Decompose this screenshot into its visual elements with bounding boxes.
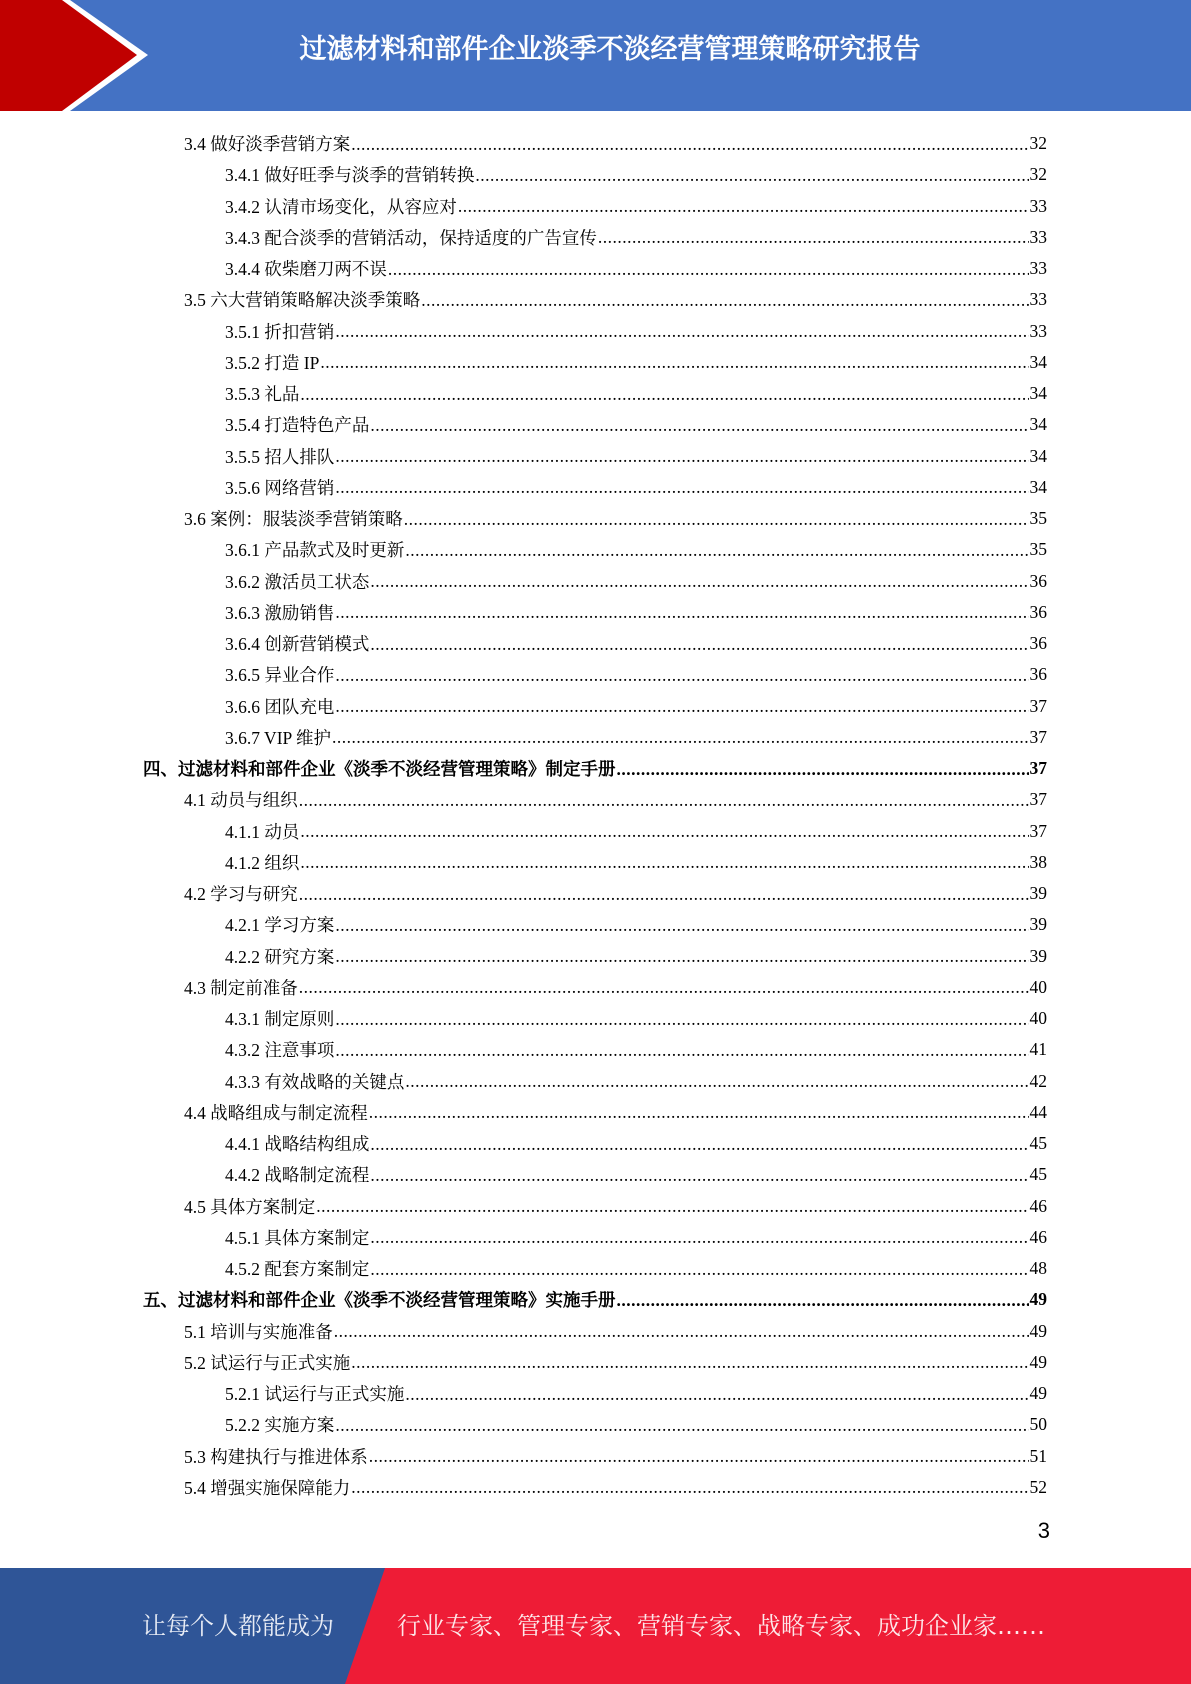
toc-entry-page: 32	[1029, 164, 1047, 185]
dot-leader	[300, 384, 1028, 404]
dot-leader	[370, 1227, 1028, 1247]
toc-entry[interactable]	[143, 691, 1047, 722]
toc-entry[interactable]	[143, 316, 1047, 347]
toc-entry-label: 4.2.1 学习方案	[225, 915, 335, 936]
toc-entry[interactable]	[143, 1034, 1047, 1065]
footer-slogan-left: 让每个人都能成为	[142, 1612, 334, 1640]
dot-leader	[335, 1009, 1028, 1029]
toc-entry-page: 49	[1029, 1289, 1047, 1310]
dot-leader	[335, 946, 1028, 966]
dot-leader	[351, 1352, 1028, 1372]
toc-entry-page: 36	[1029, 664, 1047, 685]
toc-entry[interactable]	[143, 1159, 1047, 1190]
toc-entry[interactable]	[143, 566, 1047, 597]
toc-entry-page: 37	[1029, 726, 1047, 747]
dot-leader	[370, 1259, 1028, 1279]
footer-slogan-right: 行业专家、管理专家、营销专家、战略专家、成功企业家……	[397, 1612, 1045, 1640]
dot-leader	[388, 259, 1029, 279]
toc-entry-page: 33	[1029, 195, 1047, 216]
toc-entry[interactable]	[143, 284, 1047, 315]
toc-entry-label: 5.2.2 实施方案	[225, 1415, 335, 1436]
toc-entry-page: 49	[1029, 1320, 1047, 1341]
dot-leader	[299, 884, 1029, 904]
toc-entry-label: 3.6.7 VIP 维护	[225, 727, 331, 748]
toc-entry-label: 3.4 做好淡季营销方案	[184, 134, 351, 155]
toc-entry-page: 34	[1029, 414, 1047, 435]
toc-entry-label: 3.5.1 折扣营销	[225, 321, 335, 342]
dot-leader	[370, 1165, 1028, 1185]
page-header	[0, 0, 1191, 111]
toc-entry-page: 42	[1029, 1070, 1047, 1091]
toc-entry-label: 3.6.2 激活员工状态	[225, 571, 370, 592]
toc-entry-page: 39	[1029, 945, 1047, 966]
toc-entry-label: 3.5.4 打造特色产品	[225, 415, 370, 436]
toc-entry-page: 37	[1029, 695, 1047, 716]
dot-leader	[300, 821, 1028, 841]
toc-entry[interactable]	[143, 1284, 1047, 1315]
dot-leader	[335, 446, 1028, 466]
arrow-decoration-icon	[0, 0, 160, 111]
toc-entry-label: 五、过滤材料和部件企业《淡季不淡经营管理策略》实施手册	[143, 1290, 616, 1311]
toc-entry[interactable]	[143, 378, 1047, 409]
toc-entry[interactable]	[143, 753, 1047, 784]
dot-leader	[369, 1446, 1029, 1466]
toc-entry-label: 5.2.1 试运行与正式实施	[225, 1384, 405, 1405]
dot-leader	[405, 540, 1028, 560]
toc-entry[interactable]	[143, 878, 1047, 909]
toc-entry-label: 4.1.1 动员	[225, 821, 300, 842]
toc-entry-label: 3.6.6 团队充电	[225, 696, 335, 717]
dot-leader	[617, 759, 1029, 779]
toc-entry[interactable]	[143, 722, 1047, 753]
dot-leader	[335, 1415, 1028, 1435]
dot-leader	[405, 1071, 1028, 1091]
toc-entry[interactable]	[143, 816, 1047, 847]
toc-entry[interactable]	[143, 1003, 1047, 1034]
toc-entry-label: 四、过滤材料和部件企业《淡季不淡经营管理策略》制定手册	[143, 759, 616, 780]
dot-leader	[332, 727, 1029, 747]
toc-entry-label: 5.2 试运行与正式实施	[184, 1352, 351, 1373]
toc-entry-page: 39	[1029, 914, 1047, 935]
toc-entry-label: 3.4.4 砍柴磨刀两不误	[225, 259, 387, 280]
toc-entry-label: 4.1 动员与组织	[184, 790, 298, 811]
toc-entry-page: 41	[1029, 1039, 1047, 1060]
toc-entry-page: 34	[1029, 383, 1047, 404]
toc-entry-page: 37	[1029, 758, 1047, 779]
toc-entry[interactable]	[143, 1347, 1047, 1378]
toc-entry-page: 50	[1029, 1414, 1047, 1435]
toc-entry[interactable]	[143, 441, 1047, 472]
dot-leader	[351, 134, 1028, 154]
toc-entry-label: 4.3.3 有效战略的关键点	[225, 1071, 405, 1092]
toc-entry-label: 3.4.2 认清市场变化，从容应对	[225, 196, 457, 217]
toc-entry-label: 4.5.1 具体方案制定	[225, 1227, 370, 1248]
toc-entry[interactable]	[143, 253, 1047, 284]
toc-entry-label: 3.4.1 做好旺季与淡季的营销转换	[225, 165, 475, 186]
dot-leader	[598, 227, 1029, 247]
dot-leader	[299, 977, 1029, 997]
toc-entry-page: 49	[1029, 1351, 1047, 1372]
dot-leader	[370, 415, 1028, 435]
toc-entry-page: 46	[1029, 1226, 1047, 1247]
dot-leader	[320, 352, 1028, 372]
toc-entry-page: 34	[1029, 445, 1047, 466]
toc-entry-page: 51	[1029, 1445, 1047, 1466]
dot-leader	[369, 1102, 1029, 1122]
dot-leader	[617, 1290, 1029, 1310]
toc-entry-label: 4.4.2 战略制定流程	[225, 1165, 370, 1186]
toc-entry-label: 5.4 增强实施保障能力	[184, 1477, 351, 1498]
toc-entry[interactable]	[143, 1128, 1047, 1159]
toc-entry-page: 36	[1029, 601, 1047, 622]
toc-entry-label: 5.1 培训与实施准备	[184, 1321, 333, 1342]
toc-entry-page: 40	[1029, 1008, 1047, 1029]
toc-entry-label: 3.4.3 配合淡季的营销活动，保持适度的广告宣传	[225, 227, 597, 248]
toc-entry-label: 3.5 六大营销策略解决淡季策略	[184, 290, 421, 311]
toc-entry[interactable]	[143, 472, 1047, 503]
toc-entry-label: 4.2.2 研究方案	[225, 946, 335, 967]
toc-entry[interactable]	[143, 1222, 1047, 1253]
toc-entry-label: 4.3.2 注意事项	[225, 1040, 335, 1061]
toc-entry[interactable]	[143, 1441, 1047, 1472]
toc-entry-label: 3.5.2 打造 IP	[225, 352, 320, 373]
toc-entry-page: 38	[1029, 851, 1047, 872]
toc-entry[interactable]	[143, 347, 1047, 378]
toc-entry-label: 3.5.6 网络营销	[225, 477, 335, 498]
toc-entry-page: 36	[1029, 570, 1047, 591]
toc-entry-label: 3.6.1 产品款式及时更新	[225, 540, 405, 561]
toc-entry[interactable]	[143, 784, 1047, 815]
toc-entry[interactable]	[143, 659, 1047, 690]
toc-entry-page: 33	[1029, 320, 1047, 341]
toc-entry-page: 32	[1029, 133, 1047, 154]
toc-entry-page: 37	[1029, 820, 1047, 841]
toc-entry-page: 36	[1029, 633, 1047, 654]
toc-entry-page: 44	[1029, 1101, 1047, 1122]
dot-leader	[300, 852, 1028, 872]
toc-entry[interactable]	[143, 222, 1047, 253]
dot-leader	[334, 1321, 1029, 1341]
toc-entry-label: 4.5 具体方案制定	[184, 1196, 316, 1217]
toc-entry[interactable]	[143, 909, 1047, 940]
toc-entry-label: 5.3 构建执行与推进体系	[184, 1446, 368, 1467]
toc-entry[interactable]	[143, 534, 1047, 565]
toc-entry-page: 33	[1029, 226, 1047, 247]
toc-entry-page: 35	[1029, 539, 1047, 560]
toc-entry-page: 48	[1029, 1258, 1047, 1279]
toc-entry[interactable]	[143, 191, 1047, 222]
toc-entry-page: 37	[1029, 789, 1047, 810]
toc-entry[interactable]	[143, 941, 1047, 972]
table-of-contents	[143, 128, 1047, 1503]
page-number: 3	[1037, 1518, 1050, 1543]
toc-entry-label: 4.1.2 组织	[225, 852, 300, 873]
dot-leader	[316, 1196, 1028, 1216]
dot-leader	[335, 602, 1028, 622]
toc-entry[interactable]	[143, 1409, 1047, 1440]
toc-entry[interactable]	[143, 597, 1047, 628]
dot-leader	[335, 696, 1028, 716]
dot-leader	[335, 477, 1028, 497]
dot-leader	[458, 196, 1029, 216]
toc-entry-page: 52	[1029, 1476, 1047, 1497]
toc-entry-label: 4.3.1 制定原则	[225, 1009, 335, 1030]
toc-entry[interactable]	[143, 972, 1047, 1003]
toc-entry-label: 3.5.3 礼品	[225, 384, 300, 405]
dot-leader	[370, 571, 1028, 591]
toc-entry[interactable]	[143, 159, 1047, 190]
toc-entry[interactable]	[143, 128, 1047, 159]
toc-entry-label: 4.4.1 战略结构组成	[225, 1134, 370, 1155]
toc-entry-label: 4.2 学习与研究	[184, 884, 298, 905]
dot-leader	[475, 165, 1028, 185]
toc-entry-page: 33	[1029, 289, 1047, 310]
dot-leader	[370, 634, 1028, 654]
toc-entry[interactable]	[143, 409, 1047, 440]
toc-entry[interactable]	[143, 1097, 1047, 1128]
toc-entry-page: 35	[1029, 508, 1047, 529]
dot-leader	[335, 665, 1028, 685]
dot-leader	[335, 321, 1028, 341]
dot-leader	[370, 1134, 1028, 1154]
toc-entry-label: 3.6.4 创新营销模式	[225, 634, 370, 655]
toc-entry[interactable]	[143, 1253, 1047, 1284]
toc-entry-label: 4.5.2 配套方案制定	[225, 1259, 370, 1280]
toc-entry-label: 3.5.5 招人排队	[225, 446, 335, 467]
toc-entry-page: 39	[1029, 883, 1047, 904]
toc-entry[interactable]	[143, 1191, 1047, 1222]
toc-entry-page: 46	[1029, 1195, 1047, 1216]
toc-entry-label: 4.4 战略组成与制定流程	[184, 1102, 368, 1123]
toc-entry-page: 34	[1029, 351, 1047, 372]
dot-leader	[405, 1384, 1028, 1404]
toc-entry-page: 45	[1029, 1164, 1047, 1185]
toc-entry[interactable]	[143, 1066, 1047, 1097]
toc-entry[interactable]	[143, 1316, 1047, 1347]
toc-entry-page: 45	[1029, 1133, 1047, 1154]
dot-leader	[335, 915, 1028, 935]
dot-leader	[335, 1040, 1028, 1060]
dot-leader	[351, 1477, 1028, 1497]
toc-entry-page: 33	[1029, 258, 1047, 279]
page-footer	[0, 1568, 1191, 1684]
report-title: 过滤材料和部件企业淡季不淡经营管理策略研究报告	[299, 34, 921, 65]
toc-entry-label: 3.6.5 异业合作	[225, 665, 335, 686]
toc-entry-label: 3.6 案例：服装淡季营销策略	[184, 509, 403, 530]
toc-entry-label: 4.3 制定前准备	[184, 977, 298, 998]
toc-entry-page: 40	[1029, 976, 1047, 997]
toc-entry[interactable]	[143, 1378, 1047, 1409]
toc-entry[interactable]	[143, 503, 1047, 534]
toc-entry-page: 49	[1029, 1383, 1047, 1404]
dot-leader	[299, 790, 1029, 810]
toc-entry[interactable]	[143, 628, 1047, 659]
toc-entry-page: 34	[1029, 476, 1047, 497]
dot-leader	[421, 290, 1028, 310]
toc-entry-label: 3.6.3 激励销售	[225, 602, 335, 623]
dot-leader	[404, 509, 1029, 529]
toc-entry[interactable]	[143, 1472, 1047, 1503]
toc-entry[interactable]	[143, 847, 1047, 878]
